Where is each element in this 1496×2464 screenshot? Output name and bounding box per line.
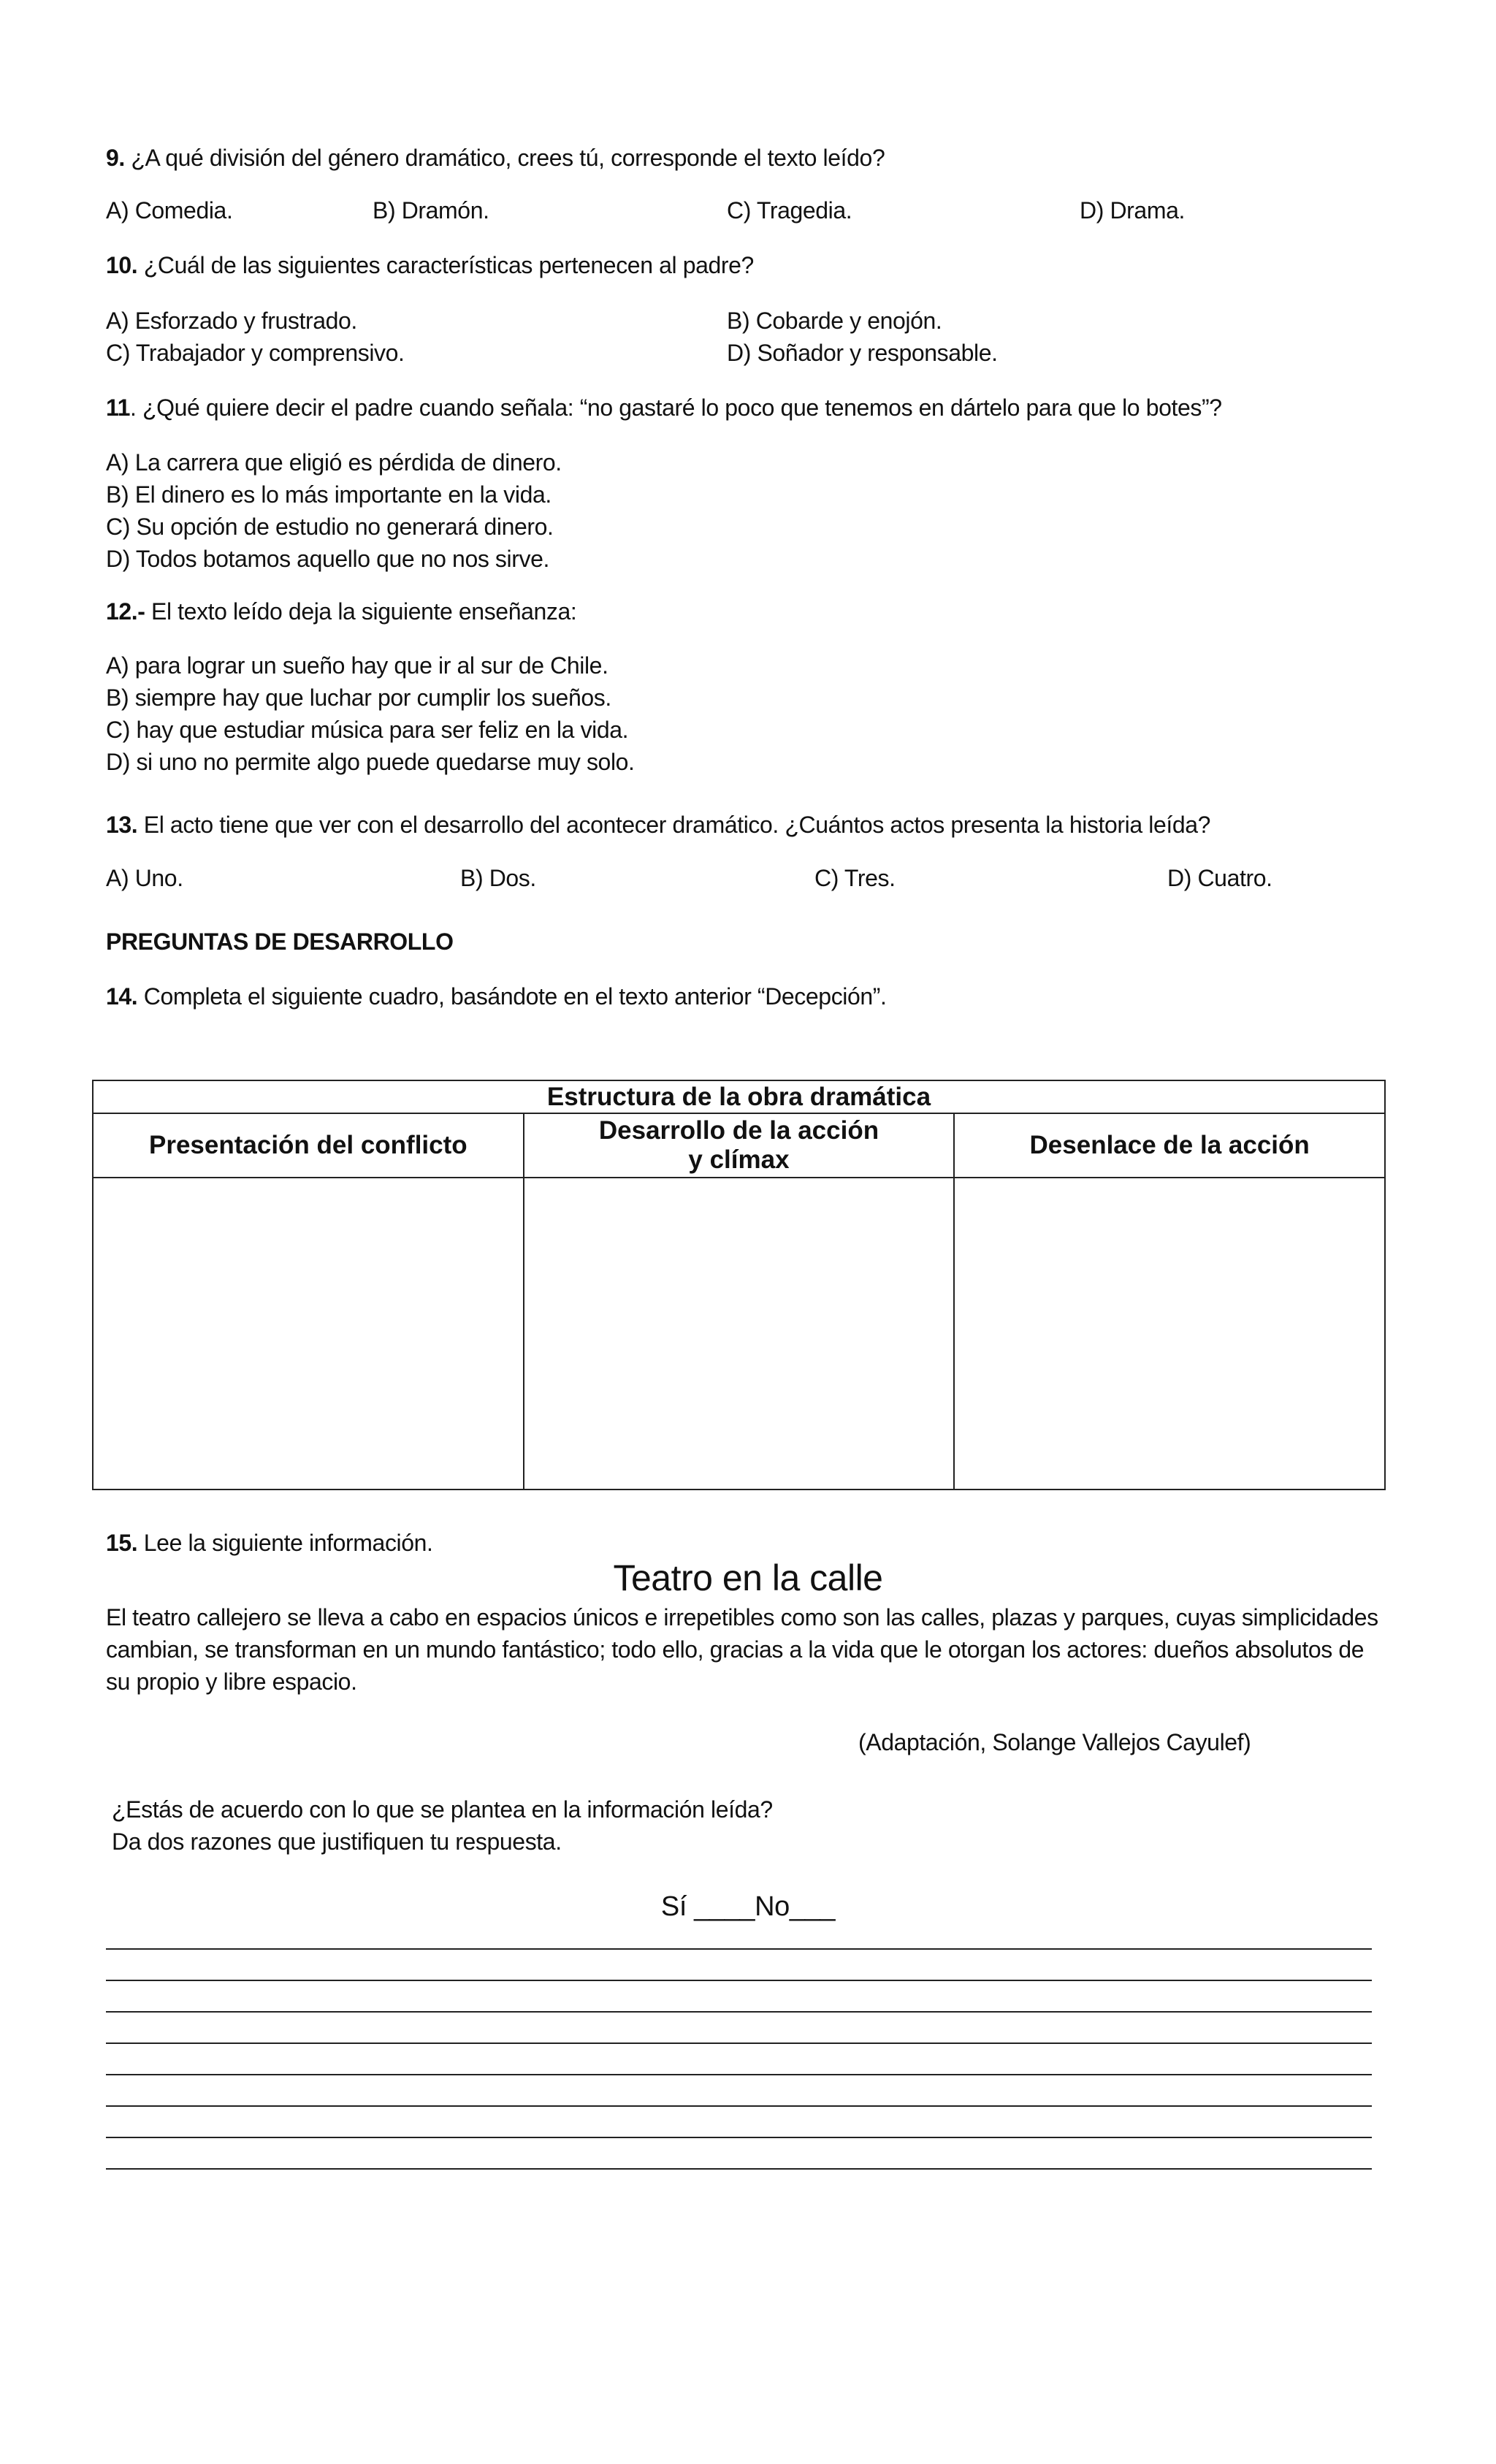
q12-option-a[interactable]: A) para lograr un sueño hay que ir al sur de Chile. (106, 652, 608, 679)
question-number: 12.- (106, 598, 145, 625)
q13-option-b[interactable]: B) Dos. (460, 865, 536, 891)
answer-cell-presentation[interactable] (93, 1178, 524, 1490)
question-13 (106, 809, 1210, 841)
prompt-line: ¿Estás de acuerdo con lo que se plantea en la información leída? (112, 1796, 773, 1823)
answer-line[interactable] (106, 2042, 1372, 2044)
reading-paragraph: El teatro callejero se lleva a cabo en espacios únicos e irrepetibles como son las calles, plazas y parques, cuyas simplicidades cambian, se transforman en un mundo fantástico; todo ello, gracias a la vida que le otorgan los actores: dueños absolutos de su propio y libre espacio. (106, 1604, 1378, 1695)
answer-line[interactable] (106, 2137, 1372, 2138)
question-text: El acto tiene que ver con el desarrollo del acontecer dramático. ¿Cuántos actos presenta la historia leída? (137, 812, 1211, 838)
answer-line[interactable] (106, 2074, 1372, 2075)
q9-option-d[interactable]: D) Drama. (1080, 197, 1185, 224)
prompt-line: Da dos razones que justifiquen tu respuesta. (112, 1828, 562, 1855)
question-number: 13. (106, 812, 138, 838)
q13-option-a[interactable]: A) Uno. (106, 865, 183, 891)
question-14 (106, 980, 887, 1012)
question-text: ¿A qué división del género dramático, crees tú, corresponde el texto leído? (124, 145, 885, 171)
answer-line[interactable] (106, 2011, 1372, 2013)
q12-option-b[interactable]: B) siempre hay que luchar por cumplir los sueños. (106, 684, 611, 711)
answer-line[interactable] (106, 2168, 1372, 2170)
question-number: 10. (106, 252, 138, 278)
section-heading: PREGUNTAS DE DESARROLLO (106, 928, 454, 955)
question-text: Lee la siguiente información. (137, 1530, 433, 1556)
question-text: . ¿Qué quiere decir el padre cuando señala: “no gastaré lo poco que tenemos en dártelo para que lo botes”? (130, 394, 1222, 421)
question-number: 11 (106, 394, 131, 421)
answer-line[interactable] (106, 1948, 1372, 1950)
reading-title: Teatro en la calle (613, 1557, 883, 1598)
q13-option-c[interactable]: C) Tres. (814, 865, 896, 891)
q11-option-d[interactable]: D) Todos botamos aquello que no nos sirve. (106, 546, 549, 572)
question-number: 14. (106, 983, 138, 1010)
table-title: Estructura de la obra dramática (93, 1080, 1385, 1113)
question-15 (106, 1527, 433, 1559)
question-number: 9. (106, 145, 125, 171)
reading-source: (Adaptación, Solange Vallejos Cayulef) (858, 1729, 1251, 1755)
q10-option-c[interactable]: C) Trabajador y comprensivo. (106, 340, 405, 366)
question-12 (106, 595, 576, 628)
yes-no-answer[interactable]: Sí ____No___ (660, 1891, 836, 1922)
question-text: ¿Cuál de las siguientes características pertenecen al padre? (137, 252, 754, 278)
q9-option-a[interactable]: A) Comedia. (106, 197, 233, 224)
q12-option-c[interactable]: C) hay que estudiar música para ser feliz en la vida. (106, 717, 629, 743)
q13-option-d[interactable]: D) Cuatro. (1167, 865, 1272, 891)
column-header-line: Desarrollo de la acción (598, 1116, 879, 1145)
q11-option-b[interactable]: B) El dinero es lo más importante en la vida. (106, 481, 552, 508)
column-header-development (524, 1113, 955, 1178)
column-header-line: y clímax (688, 1145, 790, 1174)
answer-cell-outcome[interactable] (954, 1178, 1385, 1490)
q9-option-c[interactable]: C) Tragedia. (727, 197, 852, 224)
q11-option-c[interactable]: C) Su opción de estudio no generará dinero. (106, 514, 554, 540)
question-9 (106, 142, 885, 174)
q11-option-a[interactable]: A) La carrera que eligió es pérdida de dinero. (106, 449, 562, 476)
q10-option-b[interactable]: B) Cobarde y enojón. (727, 308, 942, 334)
question-11 (106, 392, 1222, 424)
q9-option-b[interactable]: B) Dramón. (373, 197, 489, 224)
q12-option-d[interactable]: D) si uno no permite algo puede quedarse muy solo. (106, 749, 635, 775)
question-text: Completa el siguiente cuadro, basándote en el texto anterior “Decepción”. (137, 983, 887, 1010)
answer-cell-development[interactable] (524, 1178, 955, 1490)
column-header-outcome: Desenlace de la acción (954, 1113, 1385, 1178)
column-header-presentation: Presentación del conflicto (93, 1113, 524, 1178)
question-10 (106, 249, 754, 281)
answer-line[interactable] (106, 2105, 1372, 2107)
answer-line[interactable] (106, 1980, 1372, 1981)
structure-table (92, 1080, 1386, 1490)
question-number: 15. (106, 1530, 138, 1556)
question-text: El texto leído deja la siguiente enseñanza: (145, 598, 577, 625)
q10-option-d[interactable]: D) Soñador y responsable. (727, 340, 998, 366)
q10-option-a[interactable]: A) Esforzado y frustrado. (106, 308, 357, 334)
